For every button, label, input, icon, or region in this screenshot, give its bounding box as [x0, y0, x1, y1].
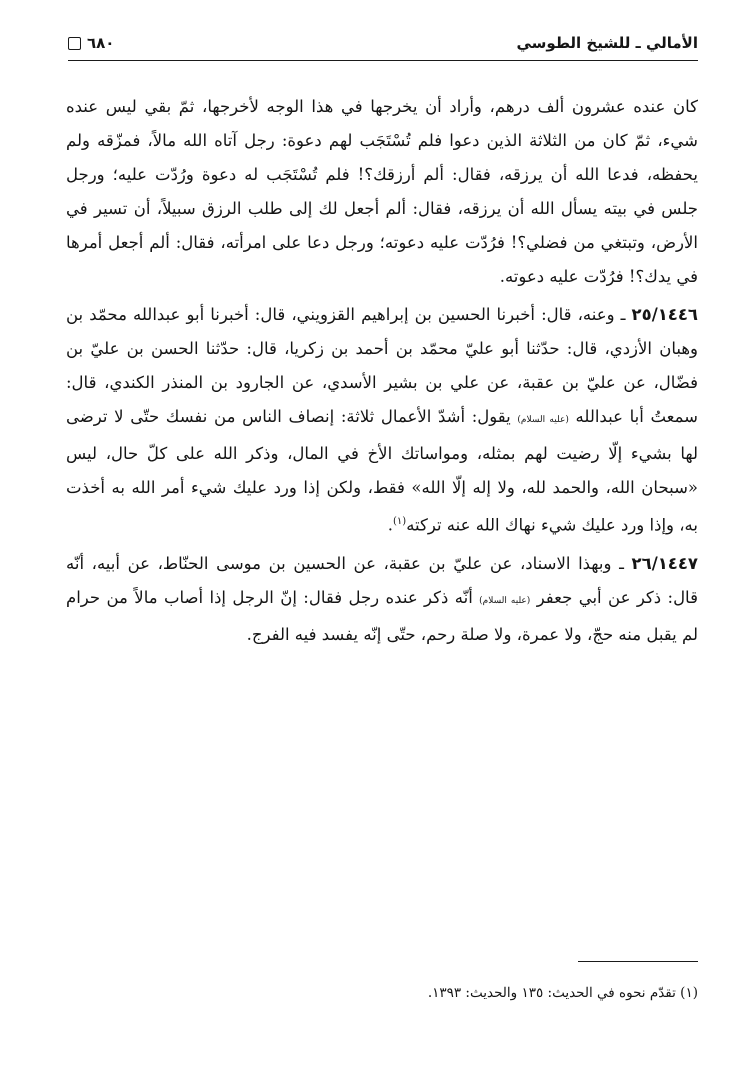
paragraph-continuation: كان عنده عشرون ألف درهم، وأراد أن يخرجها في هذا الوجه لأخرجها، ثمّ بقي ليس عنده شيء، ثمّ كان من الثلاثة الذين دعوا فلم تُسْتَجَب لهم دعوة: رجل آتاه الله مالاً، فمزّقه ولم يحفظه، فدعا الله أن يرزقه، فقال: ألم أرزقك؟! فلم تُسْتَجَب له دعوة ورُدّت عليه؛ ورجل جلس في بيته يسأل الله أن يرزقه، فقال: ألم أجعل لك إلى طلب الرزق سبيلاً، أن تسير في الأرض، وتبتغي من فضلي؟! فرُدّت عليه دعوته؛ ورجل دعا على امرأته، فقال: ألم أجعل أمرها في يدك؟! فرُدّت عليه دعوته. [66, 97, 698, 286]
hadith-end: . [387, 515, 393, 535]
hadith-text-a: ـ وبهذا الاسناد، عن عليّ بن عقبة، عن الحسين بن موسى الحنّاط، عن أبيه، أنّه قال: ذكر عن أبي جعفر [66, 553, 698, 607]
hadith-number: ٢٥/١٤٤٦ [631, 305, 698, 324]
hadith-1446 [66, 298, 698, 543]
salutation: (عليه السلام) [517, 415, 569, 425]
footnote-divider [578, 961, 698, 962]
page-header [68, 26, 698, 61]
hadith-text-a: ـ وعنه، قال: أخبرنا الحسين بن إبراهيم القزويني، قال: أخبرنا أبو عبدالله محمّد بن وهبان الأزدي، قال: حدّثنا أبو عليّ محمّد بن أحمد بن زكريا، قال: حدّثنا الحسن بن عليّ بن فضّال، عن عليّ بن عقبة، عن علي بن بشير الأسدي، عن الجارود بن المنذر الكندي، قال: سمعتُ أبا عبدالله [66, 305, 698, 426]
main-text [66, 90, 698, 652]
page-number: ٦٨٠ [87, 34, 115, 52]
hadith-1447 [66, 547, 698, 652]
footnote-reference: (١) [393, 516, 407, 527]
running-title: الأمالي ـ للشيخ الطوسي [516, 34, 698, 52]
hadith-number: ٢٦/١٤٤٧ [631, 553, 698, 573]
page-number-group [68, 34, 114, 52]
salutation: (عليه السلام) [479, 595, 531, 606]
hadith-text-b: أنّه ذكر عنده رجل فقال: إنّ الرجل إذا أصاب مالاً من حرام لم يقبل منه حجّ، ولا عمرة، ولا صلة رحم، حتّى إنّه يفسد فيه الفرج. [66, 587, 698, 644]
page-box-icon [68, 37, 81, 50]
hadith-text-b: يقول: أشدّ الأعمال ثلاثة: إنصاف الناس من نفسك حتّى لا ترضى لها بشيء إلّا رضيت لهم بمثله، ومواساتك الأخ في المال، وذكر الله على كلّ حال، ليس «سبحان الله، والحمد لله، ولا إله إلّا الله» فقط، ولكن إذا ورد عليك شيء أمر الله به أخذت به، وإذا ورد عليك شيء نهاك الله عنه تركته [66, 407, 698, 535]
footnote: (١) تقدّم نحوه في الحديث: ١٣٥ والحديث: ١٣٩٣. [427, 985, 698, 1001]
